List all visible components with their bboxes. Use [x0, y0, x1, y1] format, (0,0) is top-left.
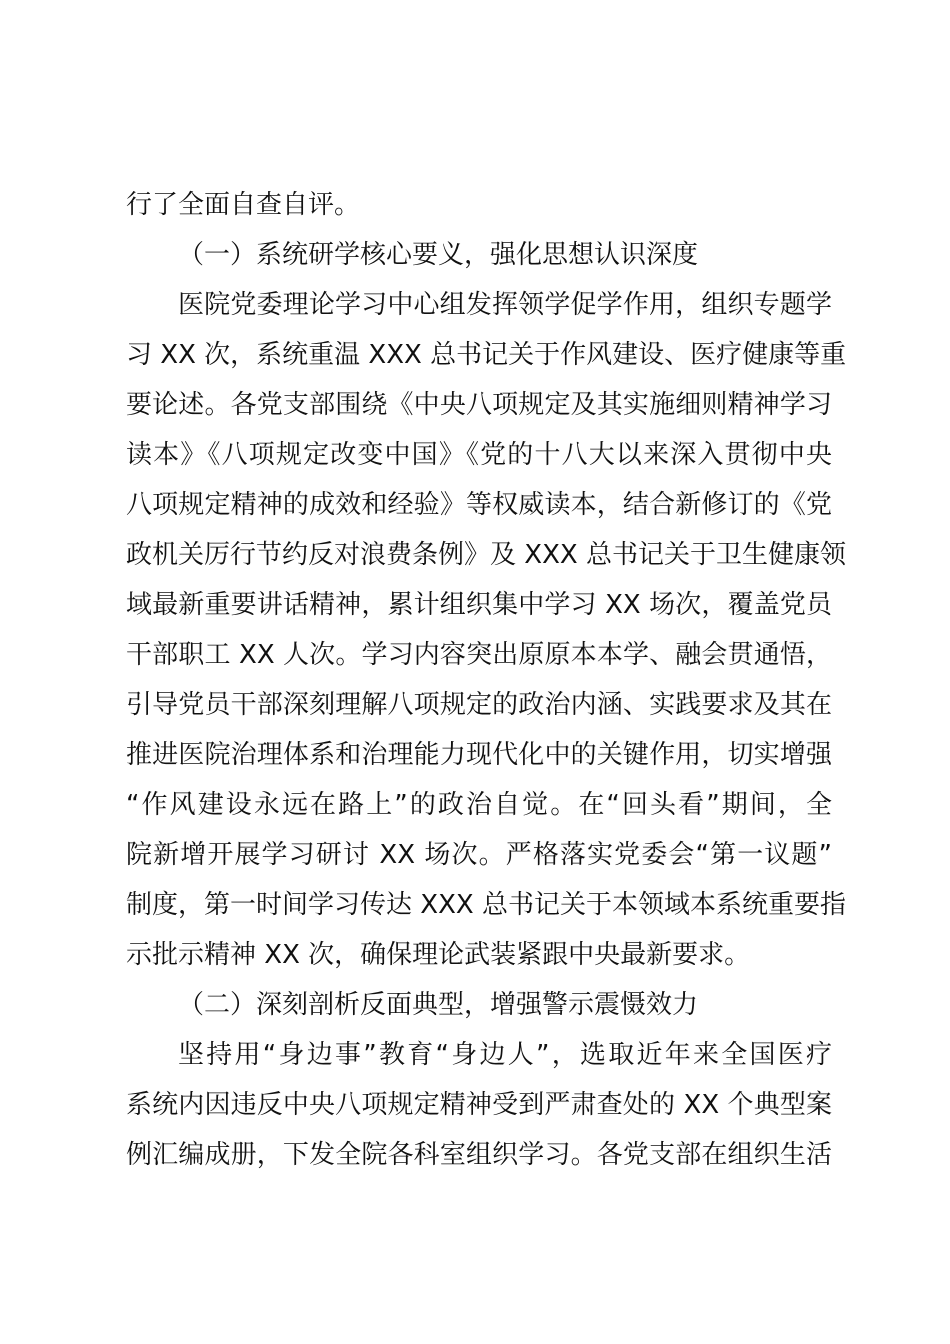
text-line: 八项规定精神的成效和经验》等权威读本，结合新修订的《党 — [126, 490, 832, 520]
text-line: 引导党员干部深刻理解八项规定的政治内涵、实践要求及其在 — [126, 690, 832, 720]
section-heading-1 — [126, 230, 832, 280]
paragraph-body-1 — [126, 280, 847, 980]
section-heading-2 — [126, 980, 832, 1030]
text-line: 院新增开展学习研讨 XX 场次。严格落实党委会“第一议题” — [126, 840, 832, 870]
text-line: 制度，第一时间学习传达 XXX 总书记关于本领域本系统重要指 — [126, 890, 846, 920]
text-line: 域最新重要讲话精神，累计组织集中学习 XX 场次，覆盖党员 — [126, 590, 832, 620]
text-line: 习 XX 次，系统重温 XXX 总书记关于作风建设、医疗健康等重 — [126, 340, 847, 370]
text-line: 推进医院治理体系和治理能力现代化中的关键作用，切实增强 — [126, 740, 832, 770]
document-body — [126, 180, 847, 1180]
text-line: 读本》《八项规定改变中国》《党的十八大以来深入贯彻中央 — [126, 440, 832, 470]
text-line: 例汇编成册，下发全院各科室组织学习。各党支部在组织生活 — [126, 1140, 832, 1170]
text-line: 要论述。各党支部围绕《中央八项规定及其实施细则精神学习 — [126, 390, 832, 420]
text-line: 坚持用“身边事”教育“身边人”，选取近年来全国医疗 — [178, 1040, 832, 1070]
text-line: 示批示精神 XX 次，确保理论武装紧跟中央最新要求。 — [126, 940, 751, 970]
text-line: 干部职工 XX 人次。学习内容突出原原本本学、融会贯通悟， — [126, 640, 832, 670]
paragraph-intro-tail — [126, 180, 832, 230]
text-line: 医院党委理论学习中心组发挥领学促学作用，组织专题学 — [178, 290, 832, 320]
heading-line: （二）深刻剖析反面典型，增强警示震慑效力 — [178, 990, 699, 1020]
text-line: 政机关厉行节约反对浪费条例》及 XXX 总书记关于卫生健康领 — [126, 540, 846, 570]
heading-line: （一）系统研学核心要义，强化思想认识深度 — [178, 240, 699, 270]
text-line: 行了全面自查自评。 — [126, 190, 361, 220]
paragraph-body-2 — [126, 1030, 832, 1180]
text-line: “作风建设永远在路上”的政治自觉。在“回头看”期间，全 — [126, 790, 832, 820]
text-line: 系统内因违反中央八项规定精神受到严肃查处的 XX 个典型案 — [126, 1090, 832, 1120]
